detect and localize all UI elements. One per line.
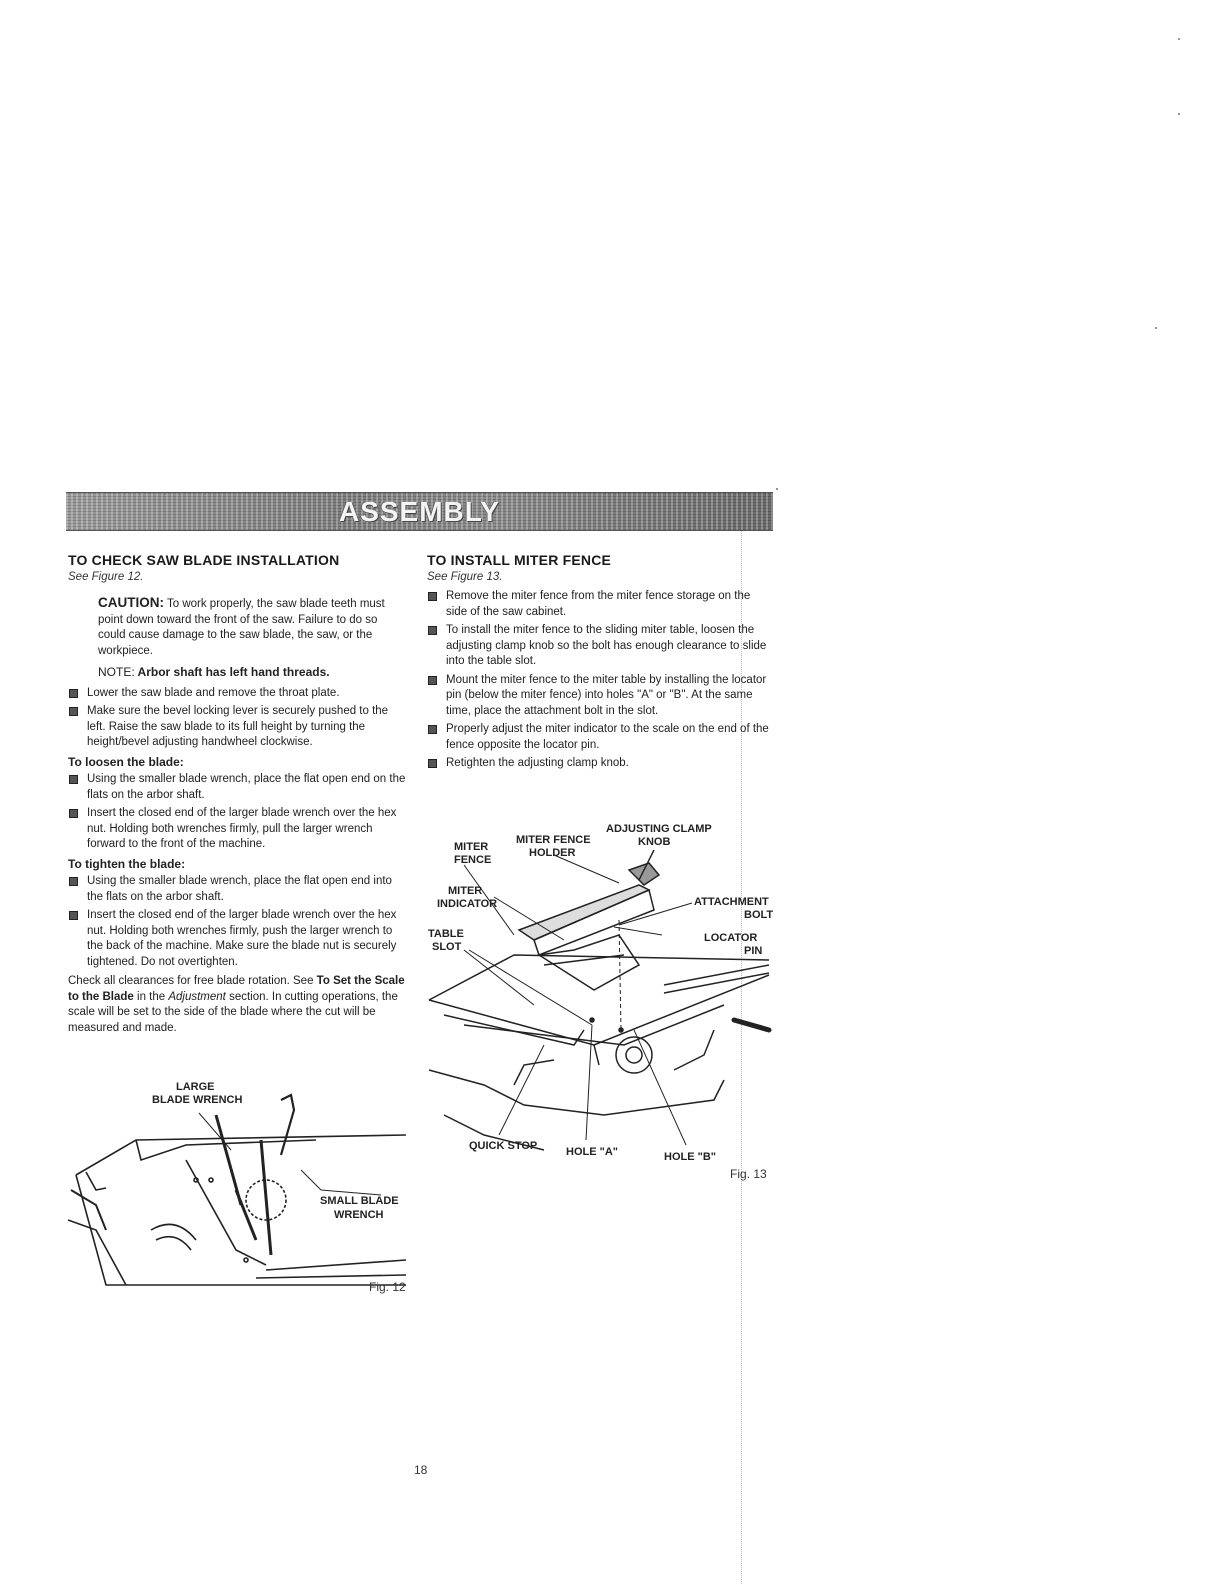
list-item (427, 623, 772, 670)
label-small-2: WRENCH (334, 1209, 384, 1221)
label-quick-stop: QUICK STOP (469, 1140, 538, 1152)
step-text: To install the miter fence to the sliding miter table, loosen the adjusting clamp knob so the bolt has enough clearance to slide into the table slot. (446, 624, 767, 667)
label-locator-pin-1: LOCATOR (704, 932, 758, 944)
step-text: Using the smaller blade wrench, place the flat open end on the flats on the arbor shaft. (87, 773, 406, 801)
bullet-icon (69, 877, 78, 886)
para-text: in the (133, 990, 169, 1003)
bullet-icon (69, 775, 78, 784)
subheading-tighten: To tighten the blade: (68, 856, 186, 871)
step-list (68, 686, 408, 751)
step-text: Make sure the bevel locking lever is securely pushed to the left. Raise the saw blade to its full height by turning the height/bevel adjusting handwheel clockwise. (87, 705, 389, 748)
label-table-slot-2: SLOT (432, 941, 462, 953)
step-text: Lower the saw blade and remove the throat plate. (87, 686, 340, 699)
bullet-icon (69, 707, 78, 716)
para-text: Check all clearances for free blade rotation. See (68, 975, 317, 987)
caution-notice (98, 595, 408, 659)
list-item (427, 589, 772, 620)
label-hole-a: HOLE "A" (566, 1146, 618, 1158)
figure-reference: See Figure 13. (427, 570, 503, 583)
bullet-icon (69, 689, 78, 698)
section-banner (66, 492, 773, 531)
section-heading-check-blade: TO CHECK SAW BLADE INSTALLATION (68, 552, 340, 568)
section-heading-miter-fence: TO INSTALL MITER FENCE (427, 552, 612, 568)
label-locator-pin-2: PIN (744, 945, 763, 957)
label-fence-holder-1: MITER FENCE (516, 834, 591, 846)
label-clamp-knob-1: ADJUSTING CLAMP (606, 823, 712, 835)
figure-12-illustration (66, 1080, 411, 1295)
bullet-icon (428, 676, 437, 685)
cross-reference: To Set the Scale to the Blade (68, 975, 405, 1003)
bullet-icon (428, 592, 437, 601)
list-item (68, 704, 408, 751)
left-column (68, 553, 408, 1036)
step-list (68, 772, 408, 853)
step-text: Properly adjust the miter indicator to the scale on the end of the fence opposite the locator pin. (446, 723, 769, 751)
list-item (68, 806, 408, 853)
step-text: Using the smaller blade wrench, place the flat open end into the flats on the arbor shaft. (87, 875, 392, 903)
list-item (427, 756, 772, 772)
label-clamp-knob-2: KNOB (638, 836, 671, 848)
figure-reference: See Figure 12. (68, 570, 144, 583)
label-miter-fence-1: MITER (454, 841, 489, 853)
scan-speck (1178, 113, 1180, 115)
clearance-paragraph (68, 974, 408, 1036)
scan-speck (1178, 38, 1180, 40)
label-attachment-bolt-1: ATTACHMENT (694, 896, 769, 908)
bullet-icon (428, 626, 437, 635)
label-miter-indicator-2: INDICATOR (437, 898, 498, 910)
page-number: 18 (414, 1463, 428, 1477)
list-item (68, 772, 408, 803)
label-table-slot-1: TABLE (428, 928, 464, 940)
label-attachment-bolt-2: BOLT (744, 909, 774, 921)
step-text: Remove the miter fence from the miter fence storage on the side of the saw cabinet. (446, 590, 751, 618)
step-text: Insert the closed end of the larger blade wrench over the hex nut. Holding both wrenches firmly, pull the larger wrench forward to the front of the machine. (87, 807, 397, 850)
step-text: Insert the closed end of the larger blade wrench over the hex nut. Holding both wrenches firmly, push the larger wrench to the back of the machine. Make sure the blade nut is securely tightened. Do not overtighten. (87, 909, 397, 968)
list-item (427, 722, 772, 753)
bullet-icon (428, 725, 437, 734)
label-fence-holder-2: HOLDER (529, 847, 576, 859)
subheading-loosen: To loosen the blade: (68, 754, 184, 769)
label-large-2: BLADE WRENCH (152, 1094, 243, 1106)
bullet-icon (69, 911, 78, 920)
para-text: section. In cutting operations, the scale will be set to the side of the blade where the cut will be measured and made. (68, 990, 398, 1034)
figure-13-caption: Fig. 13 (730, 1167, 767, 1181)
banner-title: ASSEMBLY (338, 496, 500, 527)
caution-text: To work properly, the saw blade teeth must point down toward the front of the saw. Failure to do so could cause damage to the saw blade, the saw, or the workpiece. (98, 598, 385, 657)
label-large-1: LARGE (176, 1081, 215, 1093)
note (98, 665, 408, 681)
scan-speck (1155, 327, 1157, 329)
step-list (68, 874, 408, 970)
step-text: Retighten the adjusting clamp knob. (446, 757, 629, 769)
list-item (427, 673, 772, 720)
list-item (68, 908, 408, 970)
right-column (427, 553, 772, 776)
figure-13-illustration (424, 815, 774, 1175)
bullet-icon (69, 809, 78, 818)
label-small-1: SMALL BLADE (320, 1195, 399, 1207)
bullet-icon (428, 759, 437, 768)
list-item (68, 874, 408, 905)
caution-label: CAUTION: (98, 595, 164, 610)
step-list (427, 589, 772, 772)
scan-speck (776, 488, 778, 490)
section-reference: Adjustment (168, 990, 226, 1003)
label-hole-b: HOLE "B" (664, 1151, 716, 1163)
label-miter-fence-2: FENCE (454, 854, 492, 866)
label-miter-indicator-1: MITER (448, 885, 483, 897)
note-label: NOTE: (98, 665, 135, 679)
figure-12-caption: Fig. 12 (369, 1280, 406, 1294)
step-text: Mount the miter fence to the miter table by installing the locator pin (below the miter fence) into holes "A" or "B". At the same time, place the attachment bolt in the slot. (446, 673, 767, 717)
note-text: Arbor shaft has left hand threads. (134, 665, 330, 679)
list-item (68, 686, 408, 702)
